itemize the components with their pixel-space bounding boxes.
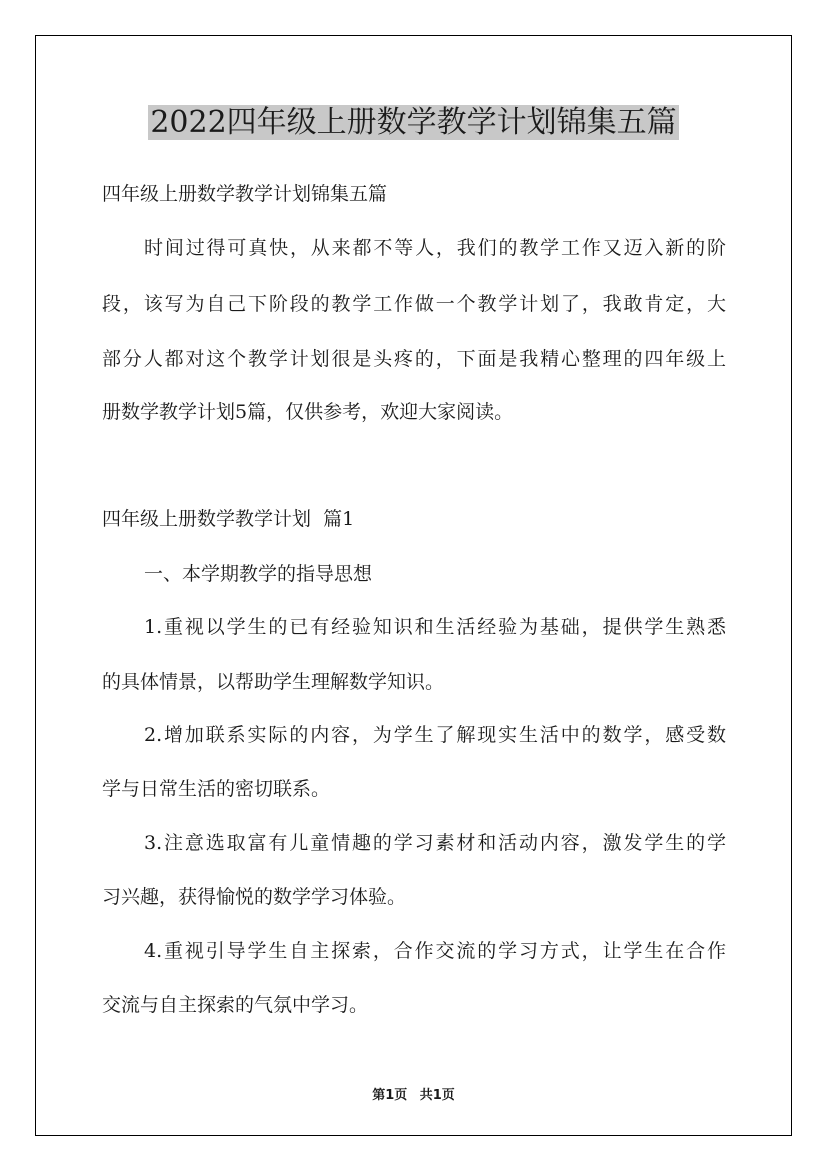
list-item-line: 的具体情景，以帮助学生理解数学知识。 xyxy=(102,671,445,693)
page-total: 共1页 xyxy=(419,1088,455,1103)
document-title-text: 2022四年级上册数学教学计划锦集五篇 xyxy=(150,105,677,140)
list-item-line: 交流与自主探索的气氛中学习。 xyxy=(102,994,369,1016)
list-item-line: 2.增加联系实际的内容，为学生了解现实生活中的数学，感受数 xyxy=(144,724,726,746)
intro-line: 段，该写为自己下阶段的教学工作做一个教学计划了，我敢肯定，大 xyxy=(102,293,726,315)
document-title xyxy=(0,101,827,145)
page-footer xyxy=(0,1084,827,1103)
list-item-line: 4.重视引导学生自主探索，合作交流的学习方式，让学生在合作 xyxy=(144,940,726,962)
list-item-line: 3.注意选取富有儿童情趣的学习素材和活动内容，激发学生的学 xyxy=(144,832,726,854)
intro-line: 册数学教学计划5篇，仅供参考，欢迎大家阅读。 xyxy=(102,401,514,423)
section-subheading: 一、本学期教学的指导思想 xyxy=(144,563,373,585)
list-item-line: 学与日常生活的密切联系。 xyxy=(102,778,331,800)
section-heading: 四年级上册数学教学计划 篇1 xyxy=(102,508,355,530)
intro-line: 时间过得可真快，从来都不等人，我们的教学工作又迈入新的阶 xyxy=(144,237,726,259)
page-number: 第1页 xyxy=(372,1088,408,1103)
intro-line: 部分人都对这个教学计划很是头疼的，下面是我精心整理的四年级上 xyxy=(102,348,726,370)
document-subtitle: 四年级上册数学教学计划锦集五篇 xyxy=(102,183,388,205)
list-item-line: 习兴趣，获得愉悦的数学学习体验。 xyxy=(102,886,407,908)
list-item-line: 1.重视以学生的已有经验知识和生活经验为基础，提供学生熟悉 xyxy=(144,616,726,638)
